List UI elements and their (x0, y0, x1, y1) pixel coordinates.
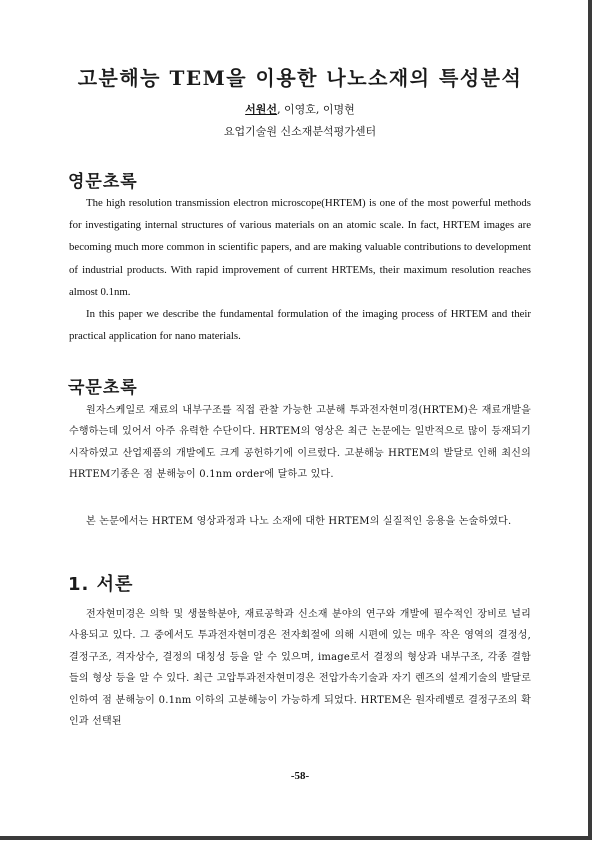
english-abstract-paragraph: The high resolution transmission electron microscope(HRTEM) is one of the most powerful methods for investigating internal structures of various materials on an atomic scale. In fact, HRTEM images are becoming much more common in scientific papers, and are making valuable contributions to development of industrial products. With rapid improvement of current HRTEMs, their maximum resolution reaches almost 0.1nm. (69, 197, 531, 298)
section-heading-introduction: 1. 서론 (68, 574, 134, 595)
author-list (0, 101, 600, 117)
affiliation: 요업기술원 신소재분석평가센터 (223, 125, 377, 138)
english-abstract-heading: 영문초록 (68, 172, 138, 192)
co-authors: , 이영호, 이명현 (277, 103, 355, 116)
page-number: -58- (290, 770, 310, 782)
korean-abstract-heading: 국문초록 (68, 378, 138, 398)
paper-title: 고분해능 TEM을 이용한 나노소재의 특성분석 (77, 66, 523, 90)
korean-abstract-paragraph: 본 논문에서는 HRTEM 영상과정과 나노 소재에 대한 HRTEM의 실질적인 응용을 논술하였다. (86, 516, 512, 527)
main-author: 서원선 (245, 103, 278, 116)
introduction-paragraph: 전자현미경은 의학 및 생물학분야, 재료공학과 신소재 분야의 연구와 개발에 필수적인 장비로 널리 사용되고 있다. 그 중에서도 투과전자현미경은 전자회절에 의해 시편에 있는 매우 작은 영역의 결정성, 결정구조, 격자상수, 결정의 대칭성 등을 알 수 있으며, image로서 결정의 형상과 내부구조, 각종 결함들의 형상 등을 알 수 있다. 최근 고압투과전자현미경은 전압가속기술과 자기 렌즈의 설계기술의 발달로 인하여 점 분해능이 0.1nm 이하의 고분해능이 가능하게 되었다. HRTEM은 원자레벨로 결정구조의 확인과 선택된 (69, 609, 531, 728)
english-abstract-paragraph: In this paper we describe the fundamental formulation of the imaging process of HRTEM and their practical application for nano materials. (69, 308, 531, 343)
korean-abstract-paragraph: 원자스케일로 재료의 내부구조를 직접 관찰 가능한 고분해 투과전자현미경(HRTEM)은 재료개발을 수행하는데 있어서 아주 유력한 수단이다. HRTEM의 영상은 최근 논문에는 일반적으로 많이 등재되기 시작하였고 산업제품의 개발에도 크게 공헌하기에 이르렀다. 고분해능 HRTEM의 발달로 인해 최신의 HRTEM기종은 점 분해능이 0.1nm order에 달하고 있다. (69, 405, 531, 481)
